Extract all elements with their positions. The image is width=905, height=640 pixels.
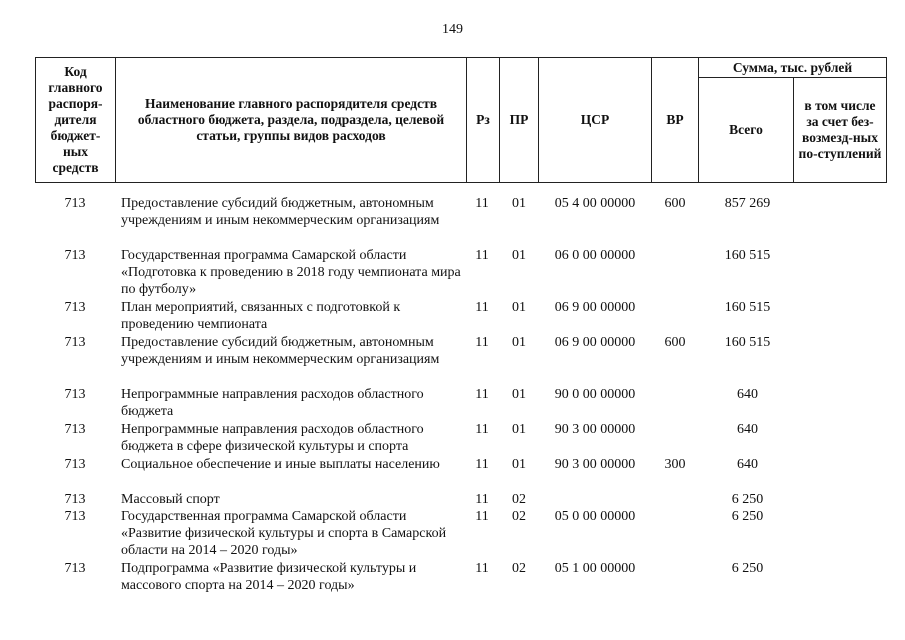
- row-code: 713: [64, 248, 86, 263]
- row-csr: 06 9 00 00000: [554, 335, 636, 350]
- table-row: [35, 334, 887, 386]
- table-row: [35, 491, 887, 508]
- row-pr: 01: [512, 457, 526, 472]
- row-total: 640: [737, 422, 758, 437]
- row-pr: 01: [512, 248, 526, 263]
- row-pr: 01: [512, 422, 526, 437]
- row-code: 713: [64, 387, 86, 402]
- row-total: 160 515: [724, 300, 771, 315]
- table-row: [35, 195, 887, 247]
- row-total: 6 250: [731, 509, 764, 524]
- row-csr: 06 0 00 00000: [554, 248, 636, 263]
- table-row: [35, 299, 887, 334]
- row-vr: 300: [664, 457, 686, 472]
- row-pr: 01: [512, 387, 526, 402]
- table-row: [35, 456, 887, 491]
- row-name: Непрограммные направления расходов областного бюджета в сфере физической культуры и спорта: [121, 422, 424, 454]
- row-total: 160 515: [724, 248, 771, 263]
- row-code: 713: [64, 509, 86, 524]
- row-pr: 01: [512, 196, 526, 211]
- row-rz: 11: [475, 492, 489, 507]
- row-rz: 11: [475, 509, 489, 524]
- row-code: 713: [64, 335, 86, 350]
- row-pr: 02: [512, 509, 526, 524]
- row-csr: 05 4 00 00000: [554, 196, 636, 211]
- row-vr: 600: [664, 335, 686, 350]
- row-rz: 11: [475, 196, 489, 211]
- header-total: Всего: [698, 77, 794, 183]
- row-pr: 01: [512, 300, 526, 315]
- row-name: Непрограммные направления расходов областного бюджета: [121, 387, 424, 419]
- row-rz: 11: [475, 335, 489, 350]
- row-name: Подпрограмма «Развитие физической культуры и массового спорта на 2014 – 2020 годы»: [121, 561, 417, 593]
- table-header: [35, 57, 887, 183]
- row-name: Предоставление субсидий бюджетным, автономным учреждениям и иным некоммерческим организациям: [121, 196, 440, 228]
- row-rz: 11: [475, 561, 489, 576]
- row-code: 713: [64, 196, 86, 211]
- row-rz: 11: [475, 422, 489, 437]
- row-name: Государственная программа Самарской области «Развитие физической культуры и спорта в Самарской области на 2014 – 2020 годы»: [121, 509, 447, 558]
- header-sum: Сумма, тыс. рублей: [698, 57, 887, 78]
- header-pr: ПР: [499, 57, 539, 183]
- row-csr: 05 1 00 00000: [554, 561, 636, 576]
- header-csr: ЦСР: [538, 57, 652, 183]
- row-rz: 11: [475, 387, 489, 402]
- row-name: Государственная программа Самарской области «Подготовка к проведению в 2018 году чемпионата мира по футболу»: [121, 248, 461, 297]
- row-csr: 90 3 00 00000: [554, 422, 636, 437]
- row-vr: 600: [664, 196, 686, 211]
- table-row: [35, 386, 887, 421]
- header-name: Наименование главного распорядителя средств областного бюджета, раздела, подраздела, целевой статьи, группы видов расходов: [115, 57, 467, 183]
- table-body: [35, 195, 887, 595]
- row-name: План мероприятий, связанных с подготовкой к проведению чемпионата: [121, 300, 401, 332]
- row-csr: 06 9 00 00000: [554, 300, 636, 315]
- row-csr: 05 0 00 00000: [554, 509, 636, 524]
- table-row: [35, 560, 887, 595]
- row-total: 640: [737, 457, 758, 472]
- row-rz: 11: [475, 248, 489, 263]
- row-code: 713: [64, 300, 86, 315]
- header-code: Код главного распоря-дителя бюджет-ных средств: [35, 57, 116, 183]
- header-vr: ВР: [651, 57, 699, 183]
- row-csr: 90 0 00 00000: [554, 387, 636, 402]
- table-row: [35, 508, 887, 560]
- row-csr: 90 3 00 00000: [554, 457, 636, 472]
- row-pr: 02: [512, 492, 526, 507]
- row-name: Предоставление субсидий бюджетным, автономным учреждениям и иным некоммерческим организациям: [121, 335, 440, 367]
- row-code: 713: [64, 422, 86, 437]
- row-total: 6 250: [731, 561, 764, 576]
- row-rz: 11: [475, 300, 489, 315]
- header-free: в том числе за счет без-возмезд-ных по-ступлений: [793, 77, 887, 183]
- row-total: 640: [737, 387, 758, 402]
- header-rz: Рз: [466, 57, 500, 183]
- row-code: 713: [64, 561, 86, 576]
- table-row: [35, 247, 887, 299]
- row-rz: 11: [475, 457, 489, 472]
- row-total: 6 250: [731, 492, 764, 507]
- row-name: Социальное обеспечение и иные выплаты населению: [121, 457, 440, 472]
- table-row: [35, 421, 887, 456]
- row-total: 857 269: [724, 196, 771, 211]
- row-pr: 01: [512, 335, 526, 350]
- row-total: 160 515: [724, 335, 771, 350]
- row-code: 713: [64, 492, 86, 507]
- page-number: 149: [442, 22, 463, 37]
- row-name: Массовый спорт: [121, 492, 220, 507]
- row-pr: 02: [512, 561, 526, 576]
- row-code: 713: [64, 457, 86, 472]
